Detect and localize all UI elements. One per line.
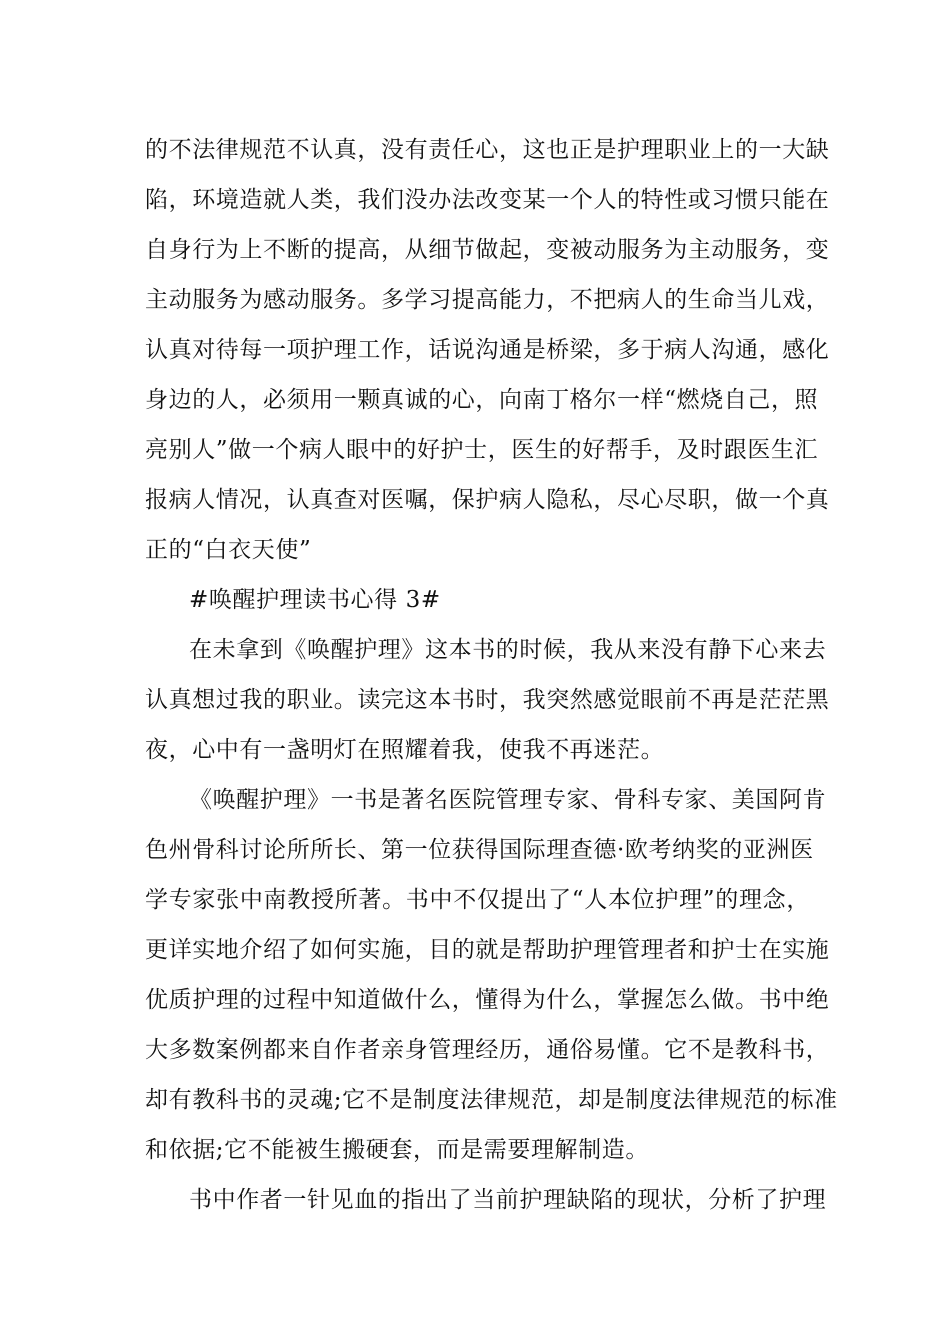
paragraph-line: 夜，心中有一盏明灯在照耀着我，使我不再迷茫。: [145, 737, 665, 763]
paragraph-line: 的不法律规范不认真，没有责任心，这也正是护理职业上的一大缺: [145, 137, 830, 163]
paragraph-line: 认真对待每一项护理工作，话说沟通是桥梁，多于病人沟通，感化: [145, 337, 830, 363]
paragraph-line: 报病人情况，认真查对医嘱，保护病人隐私，尽心尽职，做一个真: [145, 487, 830, 513]
paragraph-line: 认真想过我的职业。读完这本书时，我突然感觉眼前不再是茫茫黑: [145, 687, 830, 713]
paragraph-line: 和依据;它不能被生搬硬套，而是需要理解制造。: [145, 1137, 649, 1163]
paragraph-line: 《唤醒护理》一书是著名医院管理专家、骨科专家、美国阿肯: [189, 787, 827, 813]
paragraph-line: 主动服务为感动服务。多学习提高能力，不把病人的生命当儿戏，: [145, 287, 830, 313]
paragraph-line: 更详实地介绍了如何实施，目的就是帮助护理管理者和护士在实施: [145, 937, 830, 963]
paragraph-line: 书中作者一针见血的指出了当前护理缺陷的现状，分析了护理: [189, 1187, 827, 1213]
paragraph-line: 正的“白衣天使”: [145, 537, 312, 563]
paragraph-line: 自身行为上不断的提高，从细节做起，变被动服务为主动服务，变: [145, 237, 830, 263]
paragraph-line: 在未拿到《唤醒护理》这本书的时候，我从来没有静下心来去: [189, 637, 827, 663]
paragraph-line: 学专家张中南教授所著。书中不仅提出了“人本位护理”的理念，: [145, 887, 810, 913]
paragraph-line: 大多数案例都来自作者亲身管理经历，通俗易懂。它不是教科书，: [145, 1037, 830, 1063]
paragraph-line: 色州骨科讨论所所长、第一位获得国际理查德·欧考纳奖的亚洲医: [145, 837, 814, 863]
paragraph-line: 陷，环境造就人类，我们没办法改变某一个人的特性或习惯只能在: [145, 187, 830, 213]
paragraph-line: 却有教科书的灵魂;它不是制度法律规范，却是制度法律规范的标准: [145, 1087, 838, 1113]
paragraph-line: 身边的人，必须用一颗真诚的心，向南丁格尔一样“燃烧自己，照: [145, 387, 819, 413]
section-heading: #唤醒护理读书心得 3#: [189, 587, 441, 613]
paragraph-line: 优质护理的过程中知道做什么，懂得为什么，掌握怎么做。书中绝: [145, 987, 830, 1013]
paragraph-line: 亮别人”做一个病人眼中的好护士，医生的好帮手，及时跟医生汇: [145, 437, 819, 463]
